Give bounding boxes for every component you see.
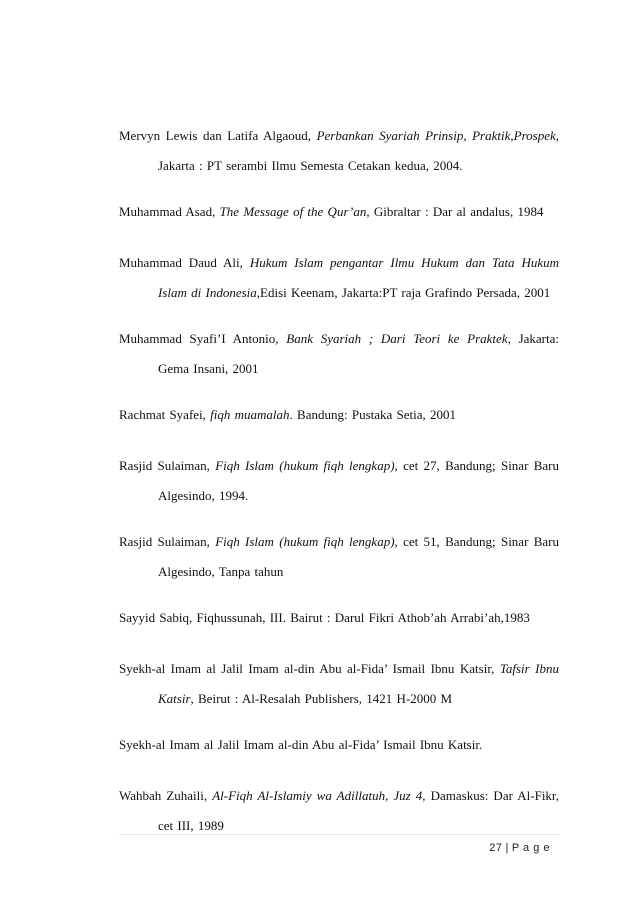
page-label: P a g e [511, 842, 550, 854]
reference-entry [119, 527, 559, 587]
reference-entry [119, 730, 559, 760]
page-footer [489, 842, 550, 854]
reference-author: Muhammad Syafi’I Antonio, [119, 331, 287, 346]
reference-author: Rachmat Syafei, [119, 407, 211, 422]
reference-entry [119, 654, 559, 714]
reference-title: Bank Syariah ; Dari Teori ke Praktek [286, 331, 508, 346]
reference-title: Fiqh Islam (hukum fiqh lengkap) [215, 534, 395, 549]
reference-entry [119, 197, 559, 227]
reference-entry [119, 603, 559, 633]
reference-publication: , Gibraltar : Dar al andalus, 1984 [366, 204, 544, 219]
reference-entry [119, 400, 559, 430]
reference-author: Sayyid Sabiq, Fiqhussunah, III. Bairut : Darul Fikri Athob’ah Arrabi’ah,1983 [119, 610, 530, 625]
reference-publication: . Bandung: Pustaka Setia, 2001 [289, 407, 457, 422]
reference-title: Perbankan Syariah Prinsip, Praktik,Prospek [316, 128, 556, 143]
reference-author: Muhammad Daud Ali, [119, 255, 250, 270]
reference-entry [119, 121, 559, 181]
reference-title: Al-Fiqh Al-Islamiy wa Adillatuh, Juz 4, [212, 788, 426, 803]
footer-separator: | [505, 842, 509, 854]
bibliography-list [119, 121, 559, 857]
reference-author: Muhammad Asad, [119, 204, 220, 219]
reference-entry [119, 324, 559, 384]
reference-title: Hukum Islam pengantar Ilmu Hukum dan Tata Hukum Islam di Indonesia [158, 255, 559, 300]
reference-author: Syekh-al Imam al Jalil Imam al-din Abu al-Fida’ Ismail Ibnu Katsir, [119, 661, 500, 676]
reference-title: fiqh muamalah [210, 407, 290, 422]
reference-publication: , cet 27, Bandung; Sinar Baru Algesindo, 1994. [158, 458, 559, 503]
reference-author: Syekh-al Imam al Jalil Imam al-din Abu al-Fida’ Ismail Ibnu Katsir. [119, 737, 483, 752]
reference-title: The Message of the Qur’an [219, 204, 367, 219]
footer-divider [119, 834, 559, 835]
reference-publication: Damaskus: Dar Al-Fikr, cet III, 1989 [158, 788, 559, 833]
reference-publication: , Beirut : Al-Resalah Publishers, 1421 H-2000 M [190, 691, 453, 706]
reference-author: Rasjid Sulaiman, [119, 534, 216, 549]
reference-entry [119, 248, 559, 308]
reference-publication: ,Edisi Keenam, Jakarta:PT raja Grafindo Persada, 2001 [256, 285, 551, 300]
page-number: 27 [489, 842, 503, 854]
reference-publication: , Jakarta: Gema Insani, 2001 [158, 331, 559, 376]
reference-entry [119, 781, 559, 841]
reference-author: Rasjid Sulaiman, [119, 458, 216, 473]
reference-publication: , cet 51, Bandung; Sinar Baru Algesindo, Tanpa tahun [158, 534, 559, 579]
reference-title: Fiqh Islam (hukum fiqh lengkap) [215, 458, 395, 473]
reference-author: Wahbah Zuhaili, [119, 788, 213, 803]
reference-publication: , Jakarta : PT serambi Ilmu Semesta Cetakan kedua, 2004. [158, 128, 559, 173]
reference-title: Tafsir Ibnu Katsir [158, 661, 559, 706]
reference-entry [119, 451, 559, 511]
reference-author: Mervyn Lewis dan Latifa Algaoud, [119, 128, 317, 143]
